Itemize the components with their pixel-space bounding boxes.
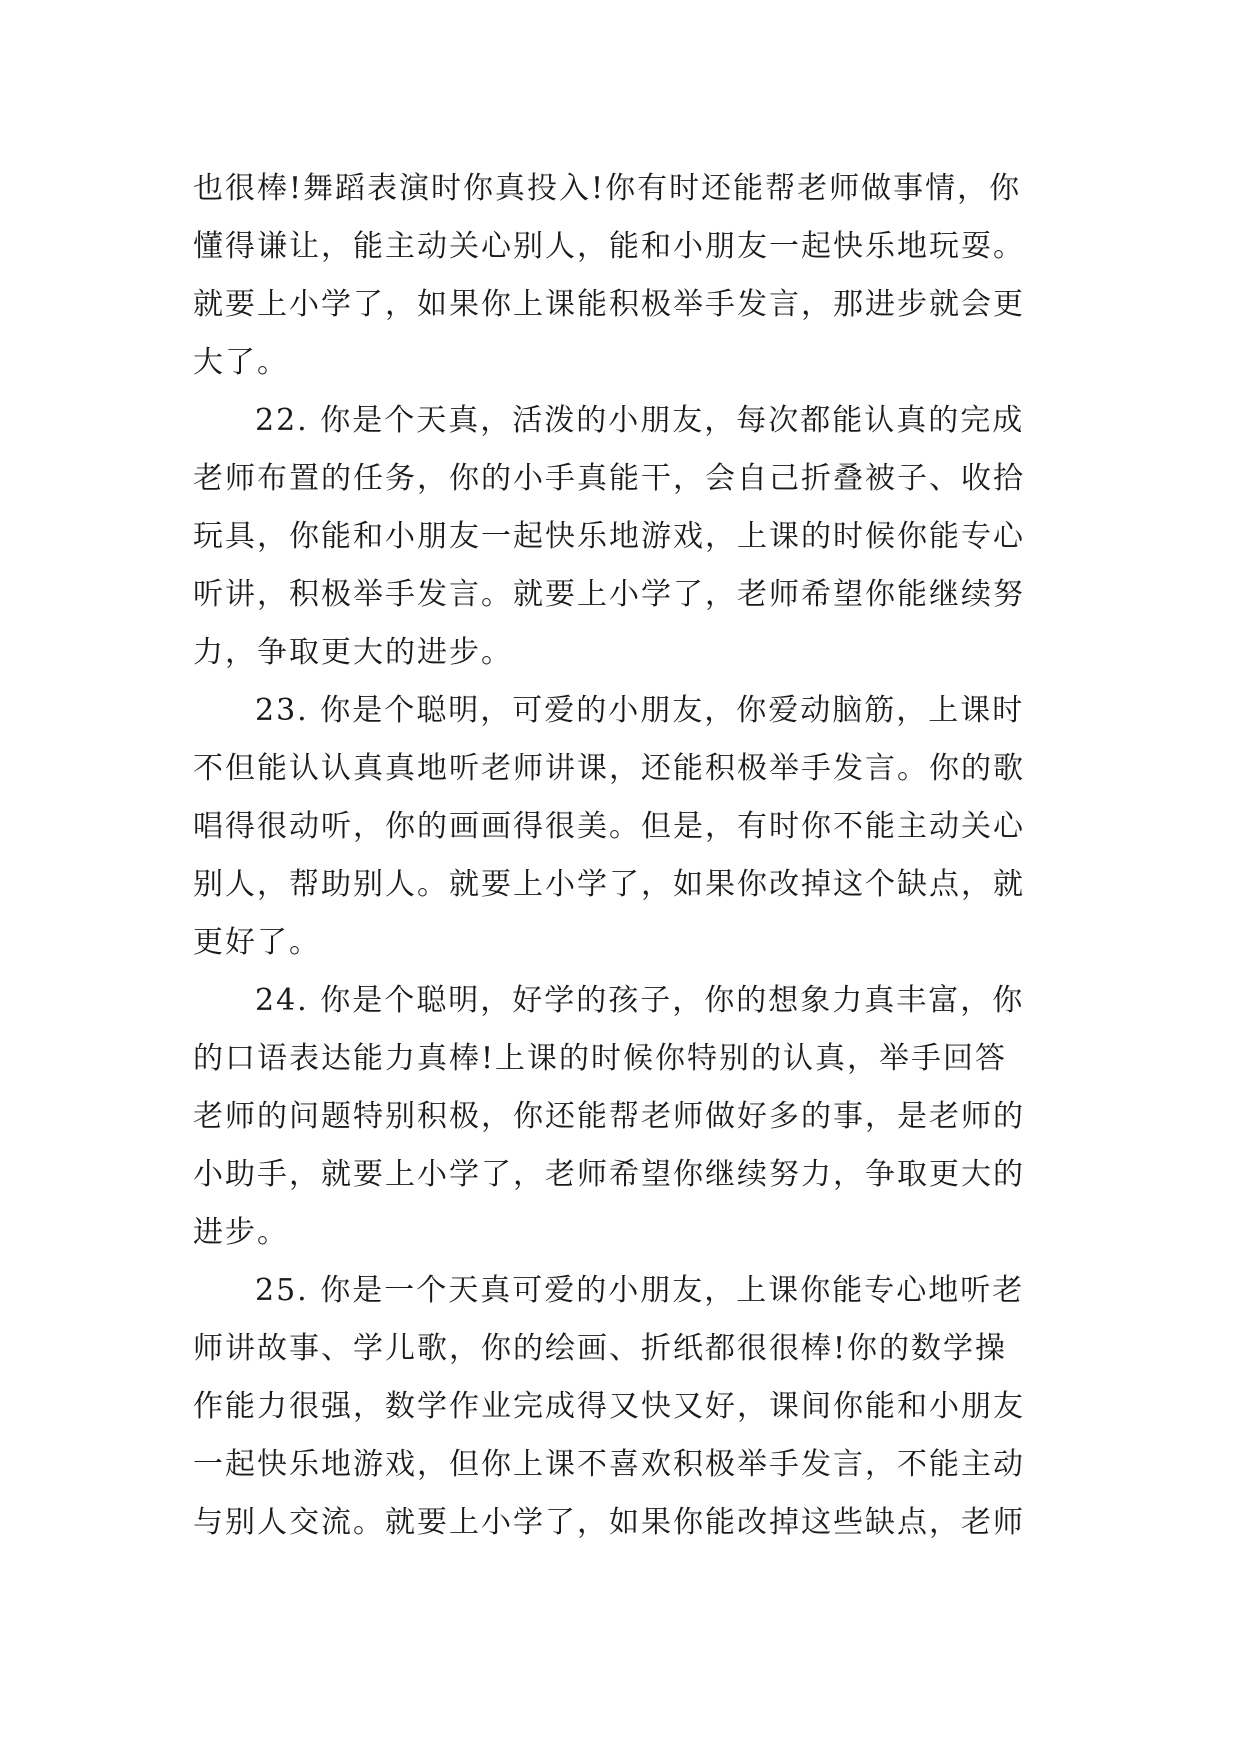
text-line: 师讲故事、学儿歌，你的绘画、折纸都很很棒!你的数学操 <box>193 1331 1008 1366</box>
text-line: 别人，帮助别人。就要上小学了，如果你改掉这个缺点，就 <box>193 867 1025 902</box>
text-line: 进步。 <box>193 1215 289 1250</box>
document-body <box>193 160 1093 1552</box>
text-line: 玩具，你能和小朋友一起快乐地游戏，上课的时候你能专心 <box>193 519 1025 554</box>
text-line: 与别人交流。就要上小学了，如果你能改掉这些缺点，老师 <box>193 1505 1025 1540</box>
text-line: 小助手，就要上小学了，老师希望你继续努力，争取更大的 <box>193 1157 1025 1192</box>
text-line: 懂得谦让，能主动关心别人，能和小朋友一起快乐地玩耍。 <box>193 229 1025 264</box>
text-line: 就要上小学了，如果你上课能积极举手发言，那进步就会更 <box>193 287 1025 322</box>
paragraph-25-first-line: 25. 你是一个天真可爱的小朋友，上课你能专心地听老 <box>255 1273 1025 1308</box>
text-line: 一起快乐地游戏，但你上课不喜欢积极举手发言，不能主动 <box>193 1447 1025 1482</box>
text-line: 大了。 <box>193 345 289 380</box>
text-line: 听讲，积极举手发言。就要上小学了，老师希望你能继续努 <box>193 577 1025 612</box>
text-line: 老师的问题特别积极，你还能帮老师做好多的事，是老师的 <box>193 1099 1025 1134</box>
text-line: 力，争取更大的进步。 <box>193 635 513 670</box>
text-line: 老师布置的任务，你的小手真能干，会自己折叠被子、收拾 <box>193 461 1025 496</box>
paragraph-22-first-line: 22. 你是个天真，活泼的小朋友，每次都能认真的完成 <box>255 403 1025 438</box>
text-line: 也很棒!舞蹈表演时你真投入!你有时还能帮老师做事情，你 <box>193 171 1022 206</box>
text-line: 作能力很强，数学作业完成得又快又好，课间你能和小朋友 <box>193 1389 1025 1424</box>
paragraph-23-first-line: 23. 你是个聪明，可爱的小朋友，你爱动脑筋，上课时 <box>255 693 1025 728</box>
text-line: 唱得很动听，你的画画得很美。但是，有时你不能主动关心 <box>193 809 1025 844</box>
text-line: 更好了。 <box>193 925 321 960</box>
text-line: 不但能认认真真地听老师讲课，还能积极举手发言。你的歌 <box>193 751 1025 786</box>
text-line: 的口语表达能力真棒!上课的时候你特别的认真，举手回答 <box>193 1041 1008 1076</box>
paragraph-24-first-line: 24. 你是个聪明，好学的孩子，你的想象力真丰富，你 <box>255 983 1025 1018</box>
